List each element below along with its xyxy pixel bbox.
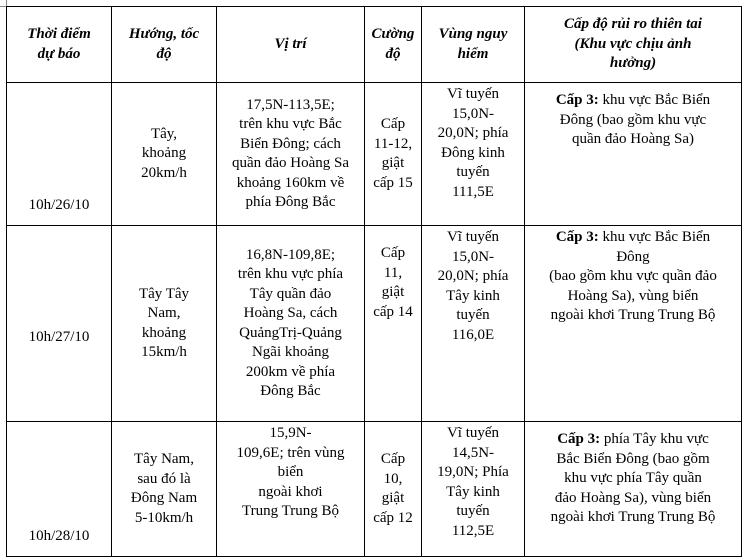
- header-risk-level: Cấp độ rủi ro thiên tai (Khu vực chịu ảnh hưởng): [525, 7, 742, 83]
- cell-risk-level: [525, 83, 742, 226]
- table-row: [7, 422, 742, 557]
- header-intensity: Cường độ: [365, 7, 422, 83]
- risk-area-text: khu vực Bắc Biển Đông (bao gồm khu vực quần đảo Hoàng Sa): [559, 92, 711, 147]
- risk-level-label: Cấp 3:: [555, 229, 599, 245]
- risk-level-label: Cấp 3:: [555, 92, 599, 108]
- table-header-row: [7, 7, 742, 83]
- cell-direction-speed: Tây Tây Nam, khoảng 15km/h: [112, 226, 217, 422]
- cell-forecast-time: 10h/26/10: [7, 83, 112, 226]
- risk-area-text: phía Tây khu vực Bắc Biển Đông (bao gồm khu vực phía Tây quần đảo Hoàng Sa), vùng biển ngoài khơi Trung Trung Bộ: [550, 431, 716, 525]
- risk-level-label: Cấp 3:: [557, 431, 601, 447]
- cell-position: 16,8N-109,8E; trên khu vực phía Tây quần đảo Hoàng Sa, cách QuảngTrị-Quảng Ngãi khoảng 200km về phía Đông Bắc: [217, 226, 365, 422]
- header-forecast-time: Thời điểm dự báo: [7, 7, 112, 83]
- risk-area-text: khu vực Bắc Biển Đông (bao gồm khu vực quần đảo Hoàng Sa), vùng biển ngoài khơi Trung Trung Bộ: [549, 229, 717, 323]
- cell-direction-speed: Tây, khoảng 20km/h: [112, 83, 217, 226]
- cell-danger-zone: Vĩ tuyến 15,0N- 20,0N; phía Tây kinh tuyến 116,0E: [422, 226, 525, 422]
- cell-intensity: Cấp 10, giật cấp 12: [365, 422, 422, 557]
- cell-intensity: Cấp 11, giật cấp 14: [365, 226, 422, 422]
- cell-risk-level: [525, 422, 742, 557]
- storm-forecast-table: [6, 6, 742, 557]
- header-position: Vị trí: [217, 7, 365, 83]
- header-danger-zone: Vùng nguy hiểm: [422, 7, 525, 83]
- cell-danger-zone: Vĩ tuyến 15,0N- 20,0N; phía Đông kinh tuyến 111,5E: [422, 83, 525, 226]
- cell-position: 17,5N-113,5E; trên khu vực Bắc Biển Đông; cách quần đảo Hoàng Sa khoảng 160km về phía Đông Bắc: [217, 83, 365, 226]
- table-row: [7, 83, 742, 226]
- cell-intensity: Cấp 11-12, giật cấp 15: [365, 83, 422, 226]
- cell-forecast-time: 10h/27/10: [7, 226, 112, 422]
- table-row: [7, 226, 742, 422]
- cell-position: 15,9N- 109,6E; trên vùng biển ngoài khơi Trung Trung Bộ: [217, 422, 365, 557]
- header-direction-speed: Hướng, tốc độ: [112, 7, 217, 83]
- cell-direction-speed: Tây Nam, sau đó là Đông Nam 5-10km/h: [112, 422, 217, 557]
- cell-forecast-time: 10h/28/10: [7, 422, 112, 557]
- cell-danger-zone: Vĩ tuyến 14,5N- 19,0N; Phía Tây kinh tuyến 112,5E: [422, 422, 525, 557]
- cell-risk-level: [525, 226, 742, 422]
